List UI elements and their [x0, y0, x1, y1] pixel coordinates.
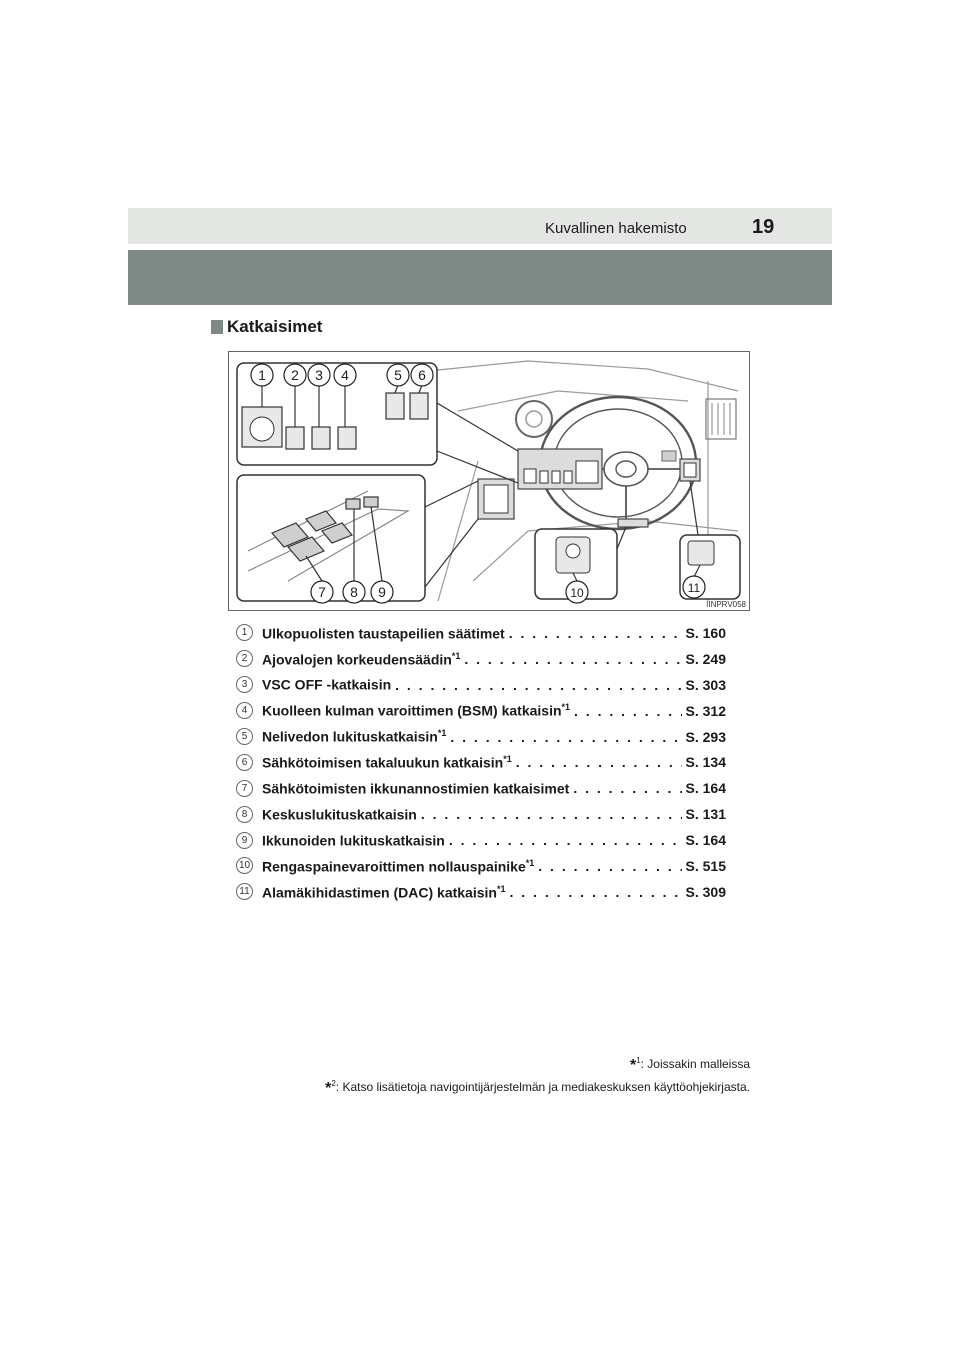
item-label: Kuolleen kulman varoittimen (BSM) katkaisin$^{*1}$: [262, 702, 571, 719]
list-item: [236, 827, 726, 853]
illustration-code: IINPRV058: [706, 600, 746, 609]
leader-dots: [395, 677, 681, 693]
item-number: 5: [236, 728, 253, 745]
item-number: 3: [236, 676, 253, 693]
list-item: [236, 801, 726, 827]
item-label: Sähkötoimisen takaluukun katkaisin$^{*1}$: [262, 754, 512, 771]
callout-label-4: 4: [341, 367, 349, 383]
item-label: Sähkötoimisten ikkunannostimien katkaisimet: [262, 780, 570, 797]
item-page-ref: S. 164: [685, 832, 726, 849]
callout-label-11: 11: [687, 581, 701, 595]
item-page-ref: S. 134: [685, 754, 726, 771]
item-number: 7: [236, 780, 253, 797]
item-label: Ajovalojen korkeudensäädin$^{*1}$: [262, 650, 461, 668]
list-item: [236, 749, 726, 775]
item-page-ref: S. 293: [685, 728, 726, 745]
leader-dots: [509, 625, 682, 641]
callout-label-7: 7: [318, 584, 326, 600]
item-number: 1: [236, 624, 253, 641]
item-label: Rengaspainevaroittimen nollauspainike$^{*1}$: [262, 857, 535, 875]
item-page-ref: S. 249: [685, 650, 726, 667]
item-label: Ulkopuolisten taustapeilien säätimet: [262, 625, 505, 642]
leader-dots: [573, 780, 681, 796]
switches-illustration: [228, 351, 750, 611]
list-item: [236, 620, 726, 646]
footnote-1: *$^1$: Joissakin malleissa: [629, 1056, 750, 1074]
callout-label-10: 10: [570, 586, 584, 600]
item-label: Ikkunoiden lukituskatkaisin: [262, 832, 445, 849]
callout-label-9: 9: [378, 584, 386, 600]
item-page-ref: S. 160: [685, 624, 726, 641]
item-number: 4: [236, 702, 253, 719]
item-number: 10: [236, 857, 253, 874]
item-number: 6: [236, 754, 253, 771]
list-item: [236, 775, 726, 801]
callout-label-6: 6: [418, 367, 426, 383]
heading-square-icon: [211, 320, 223, 334]
heading-text: Katkaisimet: [227, 317, 323, 336]
section-title: Kuvallinen hakemisto: [545, 220, 687, 237]
page-number: 19: [752, 216, 775, 238]
leader-dots: [464, 651, 681, 667]
callout-label-3: 3: [315, 367, 323, 383]
leader-dots: [516, 754, 682, 770]
list-item: [236, 672, 726, 698]
item-page-ref: S. 312: [685, 702, 726, 719]
leader-dots: [421, 806, 682, 822]
section-heading: [211, 317, 322, 337]
item-number: 8: [236, 806, 253, 823]
item-page-ref: S. 131: [685, 806, 726, 823]
item-label: Nelivedon lukituskatkaisin$^{*1}$: [262, 728, 447, 745]
list-item: [236, 879, 726, 905]
item-number: 2: [236, 650, 253, 667]
item-page-ref: S. 303: [685, 676, 726, 693]
item-number: 9: [236, 832, 253, 849]
leader-dots: [449, 832, 682, 848]
header-band: [128, 208, 832, 244]
title-band: [128, 250, 832, 305]
leader-dots: [509, 884, 681, 900]
callout-label-5: 5: [394, 367, 402, 383]
item-page-ref: S. 164: [685, 780, 726, 797]
item-page-ref: S. 515: [685, 857, 726, 874]
leader-dots: [538, 858, 681, 874]
callout-label-8: 8: [350, 584, 358, 600]
item-label: Keskuslukituskatkaisin: [262, 806, 417, 823]
leader-dots: [574, 703, 681, 719]
list-item: [236, 646, 726, 672]
list-item: [236, 853, 726, 879]
list-item: [236, 724, 726, 750]
callout-label-1: 1: [258, 367, 266, 383]
item-page-ref: S. 309: [685, 883, 726, 900]
item-number: 11: [236, 883, 253, 900]
callout-label-2: 2: [291, 367, 299, 383]
list-item: [236, 698, 726, 724]
switch-list: [236, 620, 726, 905]
leader-dots: [450, 729, 681, 745]
item-label: VSC OFF -katkaisin: [262, 677, 392, 694]
item-label: Alamäkihidastimen (DAC) katkaisin$^{*1}$: [262, 883, 506, 901]
footnote-2: *$^2$: Katso lisätietoja navigointijärjestelmän ja mediakeskuksen käyttöohjekirjasta.: [325, 1079, 750, 1097]
